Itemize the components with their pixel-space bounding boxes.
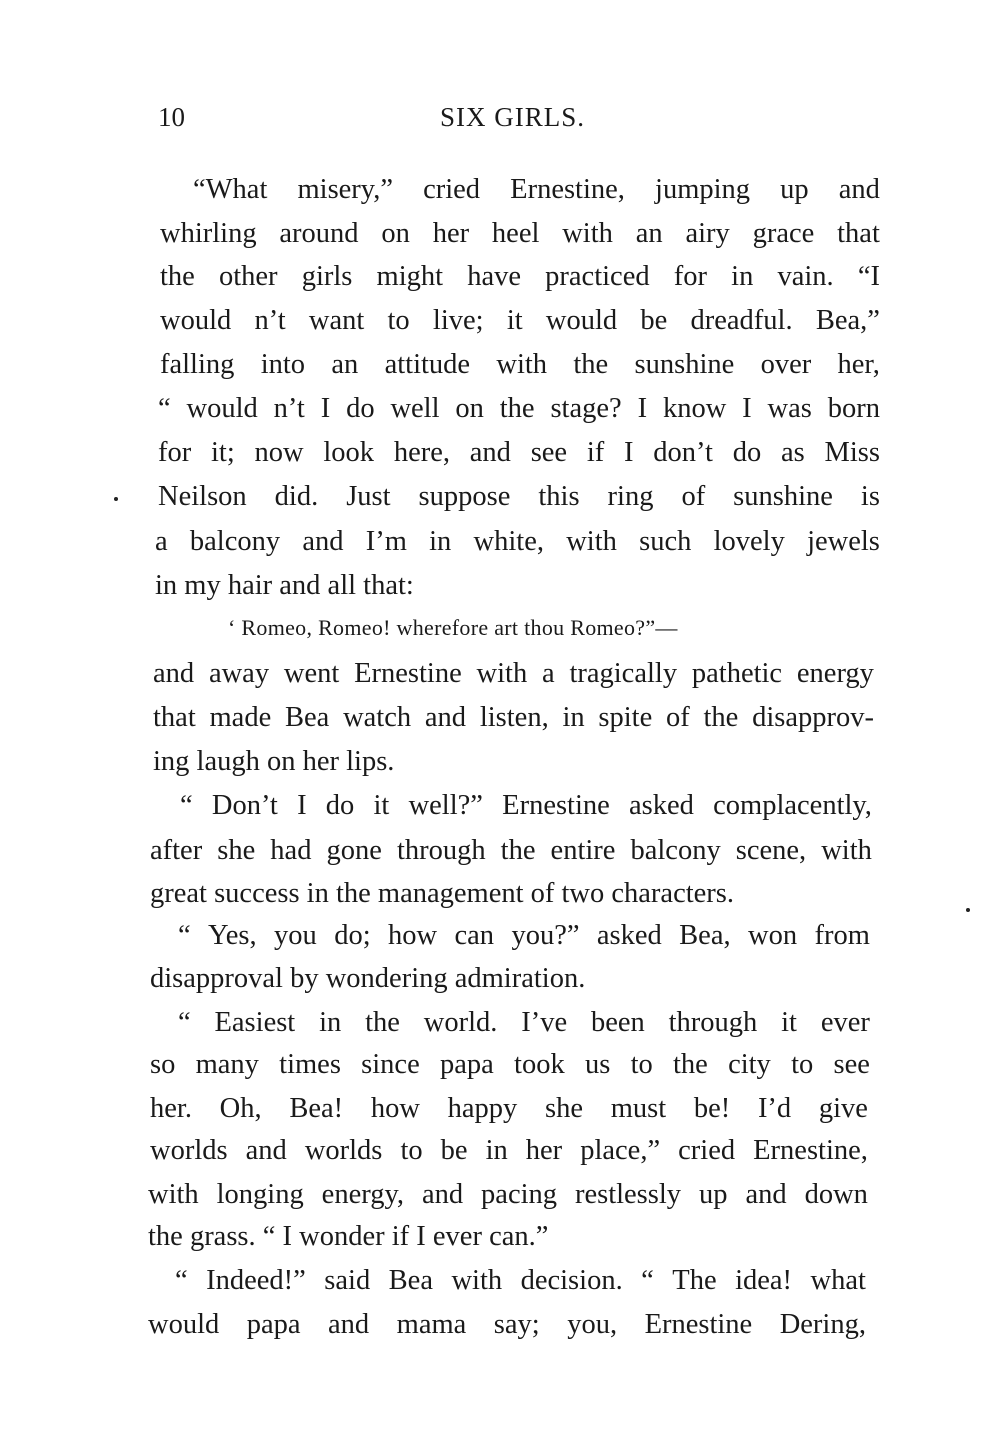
word: that [153, 702, 196, 733]
word: was [767, 393, 812, 424]
word: with [148, 1179, 199, 1210]
word: Ernestine, [510, 174, 625, 205]
word: in [429, 526, 452, 557]
word: and [421, 1179, 464, 1210]
text-line [180, 788, 872, 828]
word: so [150, 1049, 176, 1080]
word: Ernestine [644, 1309, 753, 1340]
word: Ernestine [502, 790, 610, 821]
text-line: the grass. “ I wonder if I ever can.” [148, 1221, 549, 1252]
word: balcony [630, 835, 721, 866]
word: asked [629, 790, 694, 821]
word: do [325, 790, 355, 821]
word: the [499, 393, 535, 424]
word: pacing [481, 1179, 558, 1210]
word: made [209, 702, 272, 733]
word: pathetic [691, 658, 783, 689]
word: practiced [545, 261, 650, 292]
word: what [810, 1265, 866, 1296]
word: I [297, 790, 307, 821]
word: had [270, 835, 312, 866]
text-line [178, 1005, 870, 1045]
word: and [302, 526, 344, 557]
text-line: in my hair and all that: [155, 570, 414, 601]
word: sunshine [634, 349, 735, 380]
word: do [732, 437, 762, 468]
text-line [148, 1177, 868, 1217]
text-line [193, 172, 880, 212]
word: of [666, 702, 690, 733]
word: give [818, 1093, 868, 1124]
word: up [699, 1179, 728, 1210]
word: how [388, 920, 438, 951]
word: “I [857, 261, 880, 292]
word: gone [326, 835, 382, 866]
page-number: 10 [158, 102, 185, 132]
word: did. [274, 481, 319, 512]
word: Ernestine [354, 658, 462, 689]
word: longing [216, 1179, 304, 1210]
word: with [562, 218, 613, 249]
word: and [469, 437, 511, 468]
word: Easiest [214, 1007, 296, 1038]
word: you?” [511, 920, 580, 951]
word: Ernestine, [753, 1135, 868, 1166]
word: if [586, 437, 605, 468]
word: born [827, 393, 880, 424]
word: watch [343, 702, 412, 733]
word: would [160, 305, 232, 336]
word: it [781, 1007, 797, 1038]
word: misery,” [297, 174, 393, 205]
word: “ [180, 790, 193, 821]
word: Don’t [211, 790, 278, 821]
word: Oh, [219, 1093, 262, 1124]
word: lovely [713, 526, 785, 557]
word: and [328, 1309, 370, 1340]
word: ring [607, 481, 654, 512]
word: I’d [757, 1093, 792, 1124]
word: I [742, 393, 752, 424]
word: went [283, 658, 340, 689]
word: is [860, 481, 880, 512]
word: I [320, 393, 331, 424]
word: The [672, 1265, 717, 1296]
word: be [640, 305, 668, 336]
text-line: ing laugh on her lips. [153, 746, 395, 777]
word: do [346, 393, 375, 424]
word: energy, [321, 1179, 404, 1210]
text-line [148, 1307, 866, 1347]
word: I’ve [521, 1007, 568, 1038]
word: for [673, 261, 707, 292]
word: would [545, 305, 618, 336]
word: said [324, 1265, 371, 1296]
text-line [153, 656, 874, 696]
word: times [279, 1049, 341, 1080]
text-line [160, 347, 880, 387]
word: have [467, 261, 522, 292]
word: “ [178, 920, 191, 951]
text-line [160, 259, 880, 299]
word: falling [160, 349, 235, 380]
word: “ [175, 1265, 188, 1296]
word: would [148, 1309, 220, 1340]
word: well?” [408, 790, 483, 821]
word: Bea [388, 1265, 433, 1296]
word: since [361, 1049, 420, 1080]
word: over [760, 349, 812, 380]
word: sunshine [733, 481, 833, 512]
word: scene, [735, 835, 807, 866]
text-line [158, 391, 880, 431]
word: here, [393, 437, 450, 468]
text-line [160, 216, 880, 256]
text-line [158, 435, 880, 475]
word: and [153, 658, 195, 689]
word: it; [211, 437, 235, 468]
word: away [208, 658, 270, 689]
word: mama [396, 1309, 467, 1340]
word: Bea, [679, 920, 731, 951]
word: say; [493, 1309, 540, 1340]
word: and [745, 1179, 787, 1210]
word: asked [596, 920, 662, 951]
word: grace [752, 218, 815, 249]
print-speck [966, 908, 970, 912]
word: to [400, 1135, 423, 1166]
word: I [624, 437, 634, 468]
word: as [780, 437, 805, 468]
word: Just [346, 481, 391, 512]
word: such [639, 526, 692, 557]
word: see [833, 1049, 870, 1080]
word: down [804, 1179, 868, 1210]
word: balcony [189, 526, 281, 557]
word: Bea,” [815, 305, 880, 336]
word: you, [567, 1309, 618, 1340]
word: energy [796, 658, 874, 689]
word: place,” [580, 1135, 661, 1166]
word: tragically [569, 658, 678, 689]
word: many [195, 1049, 259, 1080]
word: n’t [273, 393, 305, 424]
word: “ [641, 1265, 654, 1296]
word: with [566, 526, 617, 557]
word: girls [301, 261, 353, 292]
word: she [545, 1093, 583, 1124]
verse-quotation: ‘ Romeo, Romeo! wherefore art thou Romeo?”— [228, 615, 678, 640]
word: in [485, 1135, 508, 1166]
word: listen, [479, 702, 549, 733]
text-line [155, 524, 880, 564]
word: white, [473, 526, 544, 557]
word: can [454, 920, 495, 951]
word: Bea [285, 702, 330, 733]
word: and [424, 702, 467, 733]
word: to [387, 305, 410, 336]
word: it [373, 790, 390, 821]
word: attitude [384, 349, 471, 380]
word: papa [439, 1049, 494, 1080]
word: in [319, 1007, 342, 1038]
word: this [538, 481, 580, 512]
text-line [153, 700, 874, 740]
word: after [150, 835, 203, 866]
word: look [323, 437, 375, 468]
word: whirling [160, 218, 257, 249]
word: her, [837, 349, 880, 380]
word: with [496, 349, 548, 380]
word: I [637, 393, 648, 424]
text-line [150, 833, 872, 873]
word: “What [193, 174, 268, 205]
word: disapprov- [752, 702, 874, 733]
word: might [376, 261, 444, 292]
text-line: disapproval by wondering admiration. [150, 963, 586, 994]
word: us [584, 1049, 611, 1080]
word: on [455, 393, 484, 424]
word: the [500, 835, 536, 866]
word: live; [432, 305, 484, 336]
word: that [837, 218, 880, 249]
word: Neilson [158, 481, 247, 512]
word: worlds [150, 1135, 228, 1166]
text-line [150, 1133, 868, 1173]
word: idea! [735, 1265, 793, 1296]
word: her. [150, 1093, 192, 1124]
word: “ [178, 1007, 191, 1038]
word: suppose [418, 481, 511, 512]
word: cried [423, 174, 481, 205]
word: with [476, 658, 528, 689]
word: spite [598, 702, 653, 733]
text-line [150, 1047, 870, 1087]
word: I’m [365, 526, 407, 557]
word: cried [678, 1135, 736, 1166]
word: vain. [777, 261, 834, 292]
word: dreadful. [690, 305, 793, 336]
word: the [672, 1049, 708, 1080]
word: it [506, 305, 523, 336]
word: be! [693, 1093, 731, 1124]
word: through [396, 835, 486, 866]
word: for [158, 437, 192, 468]
word: Indeed!” [206, 1265, 306, 1296]
word: airy [685, 218, 730, 249]
word: with [451, 1265, 503, 1296]
word: complacently, [713, 790, 872, 821]
word: how [370, 1093, 420, 1124]
word: see [530, 437, 568, 468]
word: from [814, 920, 870, 951]
word: her [432, 218, 470, 249]
print-speck [114, 497, 118, 501]
word: must [610, 1093, 667, 1124]
word: in [731, 261, 754, 292]
word: the [573, 349, 609, 380]
word: entire [550, 835, 616, 866]
text-line [160, 303, 880, 343]
text-line [175, 1263, 866, 1303]
text-line [150, 1091, 868, 1131]
word: and [245, 1135, 287, 1166]
word: jewels [807, 526, 880, 557]
word: the [703, 702, 739, 733]
word: papa [246, 1309, 301, 1340]
word: would [186, 393, 258, 424]
word: through [668, 1007, 758, 1038]
word: Miss [824, 437, 880, 468]
text-line: great success in the management of two characters. [150, 878, 734, 909]
word: city [728, 1049, 771, 1080]
word: around [279, 218, 359, 249]
word: don’t [653, 437, 713, 468]
word: into [260, 349, 306, 380]
word: do; [334, 920, 371, 951]
word: jumping [655, 174, 751, 205]
word: know [662, 393, 727, 424]
word: ever [820, 1007, 870, 1038]
word: and [838, 174, 880, 205]
word: to [791, 1049, 814, 1080]
word: a [542, 658, 555, 689]
word: of [681, 481, 706, 512]
word: up [780, 174, 809, 205]
word: happy [447, 1093, 518, 1124]
word: “ [158, 393, 171, 424]
word: well [390, 393, 440, 424]
page-header [0, 100, 1000, 140]
word: with [821, 835, 872, 866]
word: restlessly [574, 1179, 682, 1210]
word: the [160, 261, 195, 292]
word: heel [491, 218, 540, 249]
running-head: SIX GIRLS. [440, 102, 586, 132]
word: her [525, 1135, 563, 1166]
word: she [217, 835, 256, 866]
word: Yes, [208, 920, 257, 951]
word: an [635, 218, 663, 249]
word: a [155, 526, 168, 557]
text-line [178, 918, 870, 958]
word: world. [423, 1007, 498, 1038]
word: be [440, 1135, 468, 1166]
word: Bea! [289, 1093, 344, 1124]
word: on [381, 218, 410, 249]
word: n’t [254, 305, 286, 336]
word: took [514, 1049, 565, 1080]
text-line [158, 479, 880, 519]
word: other [218, 261, 278, 292]
word: been [590, 1007, 645, 1038]
word: decision. [520, 1265, 623, 1296]
word: stage? [550, 393, 622, 424]
word: now [254, 437, 304, 468]
word: in [562, 702, 585, 733]
word: the [365, 1007, 400, 1038]
word: to [630, 1049, 653, 1080]
word: an [331, 349, 359, 380]
word: want [308, 305, 365, 336]
word: Dering, [779, 1309, 866, 1340]
word: won [748, 920, 798, 951]
word: worlds [304, 1135, 383, 1166]
word: you [274, 920, 317, 951]
